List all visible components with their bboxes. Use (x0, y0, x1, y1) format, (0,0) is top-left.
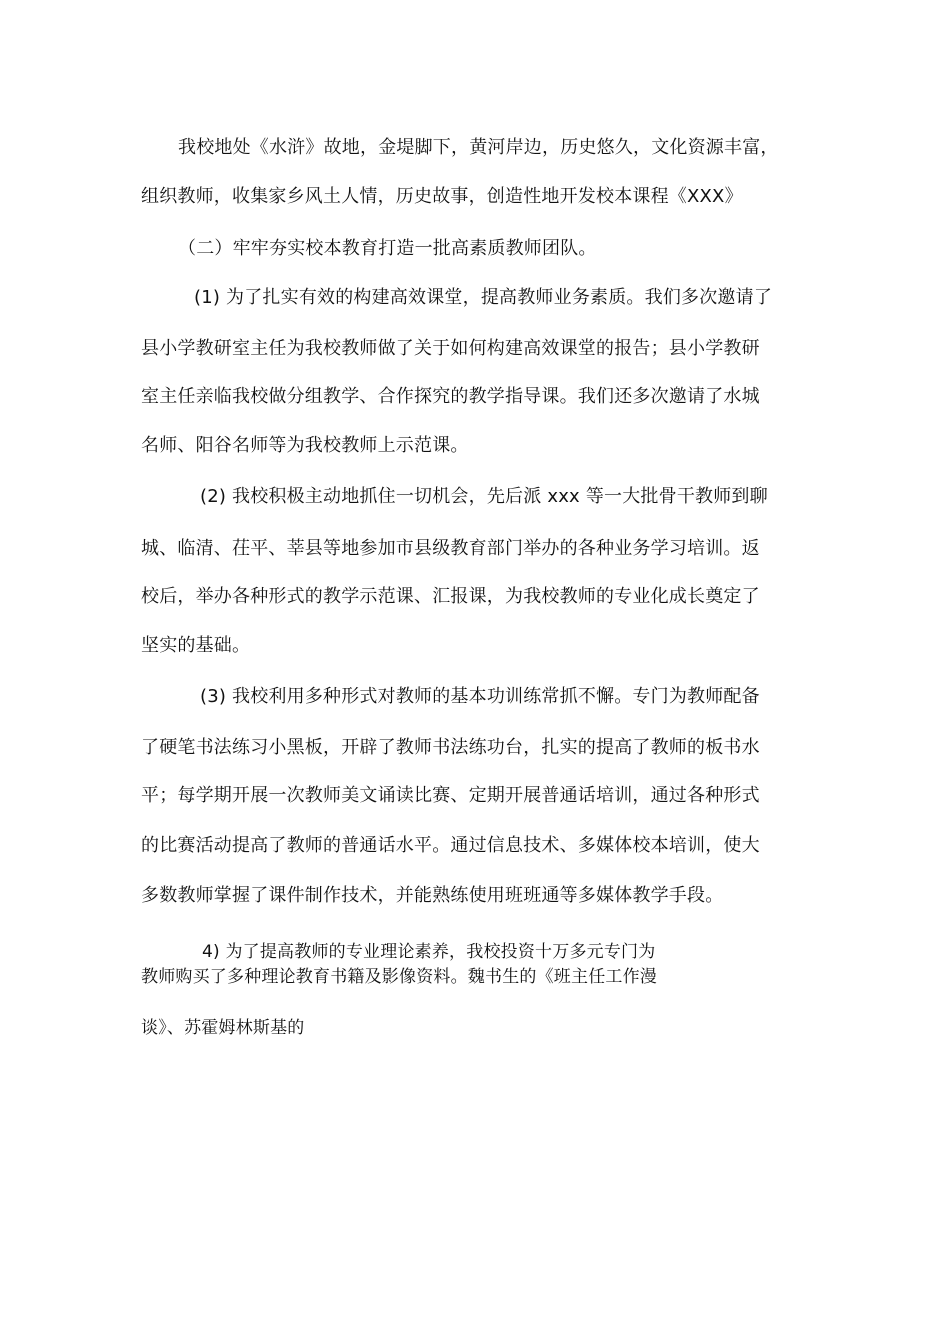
paragraph-2-line-4: 名师、阳谷名师等为我校教师上示范课。 (141, 435, 469, 456)
paragraph-3-line-3: 校后，举办各种形式的教学示范课、汇报课，为我校教师的专业化成长奠定了 (141, 586, 760, 607)
paragraph-2-line-3: 室主任亲临我校做分组教学、合作探究的教学指导课。我们还多次邀请了水城 (141, 386, 760, 407)
paragraph-4-line-3: 平；每学期开展一次教师美文诵读比赛、定期开展普通话培训，通过各种形式 (141, 785, 760, 806)
paragraph-5-line-1: 4) 为了提高教师的专业理论素养，我校投资十万多元专门为 (202, 942, 656, 962)
paragraph-3-line-4: 坚实的基础。 (141, 635, 251, 656)
paragraph-4-line-1: (3) 我校利用多种形式对教师的基本功训练常抓不懈。专门为教师配备 (200, 686, 760, 707)
paragraph-5-line-2: 教师购买了多种理论教育书籍及影像资料。魏书生的《班主任工作漫 (141, 967, 657, 987)
paragraph-5-line-3: 谈》、苏霍姆林斯基的 (141, 1018, 305, 1038)
paragraph-3-line-2: 城、临清、茌平、莘县等地参加市县级教育部门举办的各种业务学习培训。返 (141, 538, 760, 559)
paragraph-3-line-1: (2) 我校积极主动地抓住一切机会，先后派 xxx 等一大批骨干教师到聊 (200, 486, 768, 507)
paragraph-4-line-2: 了硬笔书法练习小黑板，开辟了教师书法练功台，扎实的提高了教师的板书水 (141, 737, 760, 758)
paragraph-1-line-2: 组织教师，收集家乡风土人情，历史故事，创造性地开发校本课程《XXX》 (141, 186, 743, 207)
paragraph-2-line-1: (1) 为了扎实有效的构建高效课堂，提高教师业务素质。我们多次邀请了 (194, 287, 773, 308)
paragraph-4-line-4: 的比赛活动提高了教师的普通话水平。通过信息技术、多媒体校本培训，使大 (141, 835, 760, 856)
paragraph-1-line-1: 我校地处《水浒》故地，金堤脚下，黄河岸边，历史悠久，文化资源丰富， (178, 137, 779, 158)
section-heading: （二）牢牢夯实校本教育打造一批高素质教师团队。 (178, 238, 597, 259)
paragraph-2-line-2: 县小学教研室主任为我校教师做了关于如何构建高效课堂的报告；县小学教研 (141, 338, 760, 359)
paragraph-4-line-5: 多数教师掌握了课件制作技术，并能熟练使用班班通等多媒体教学手段。 (141, 885, 724, 906)
